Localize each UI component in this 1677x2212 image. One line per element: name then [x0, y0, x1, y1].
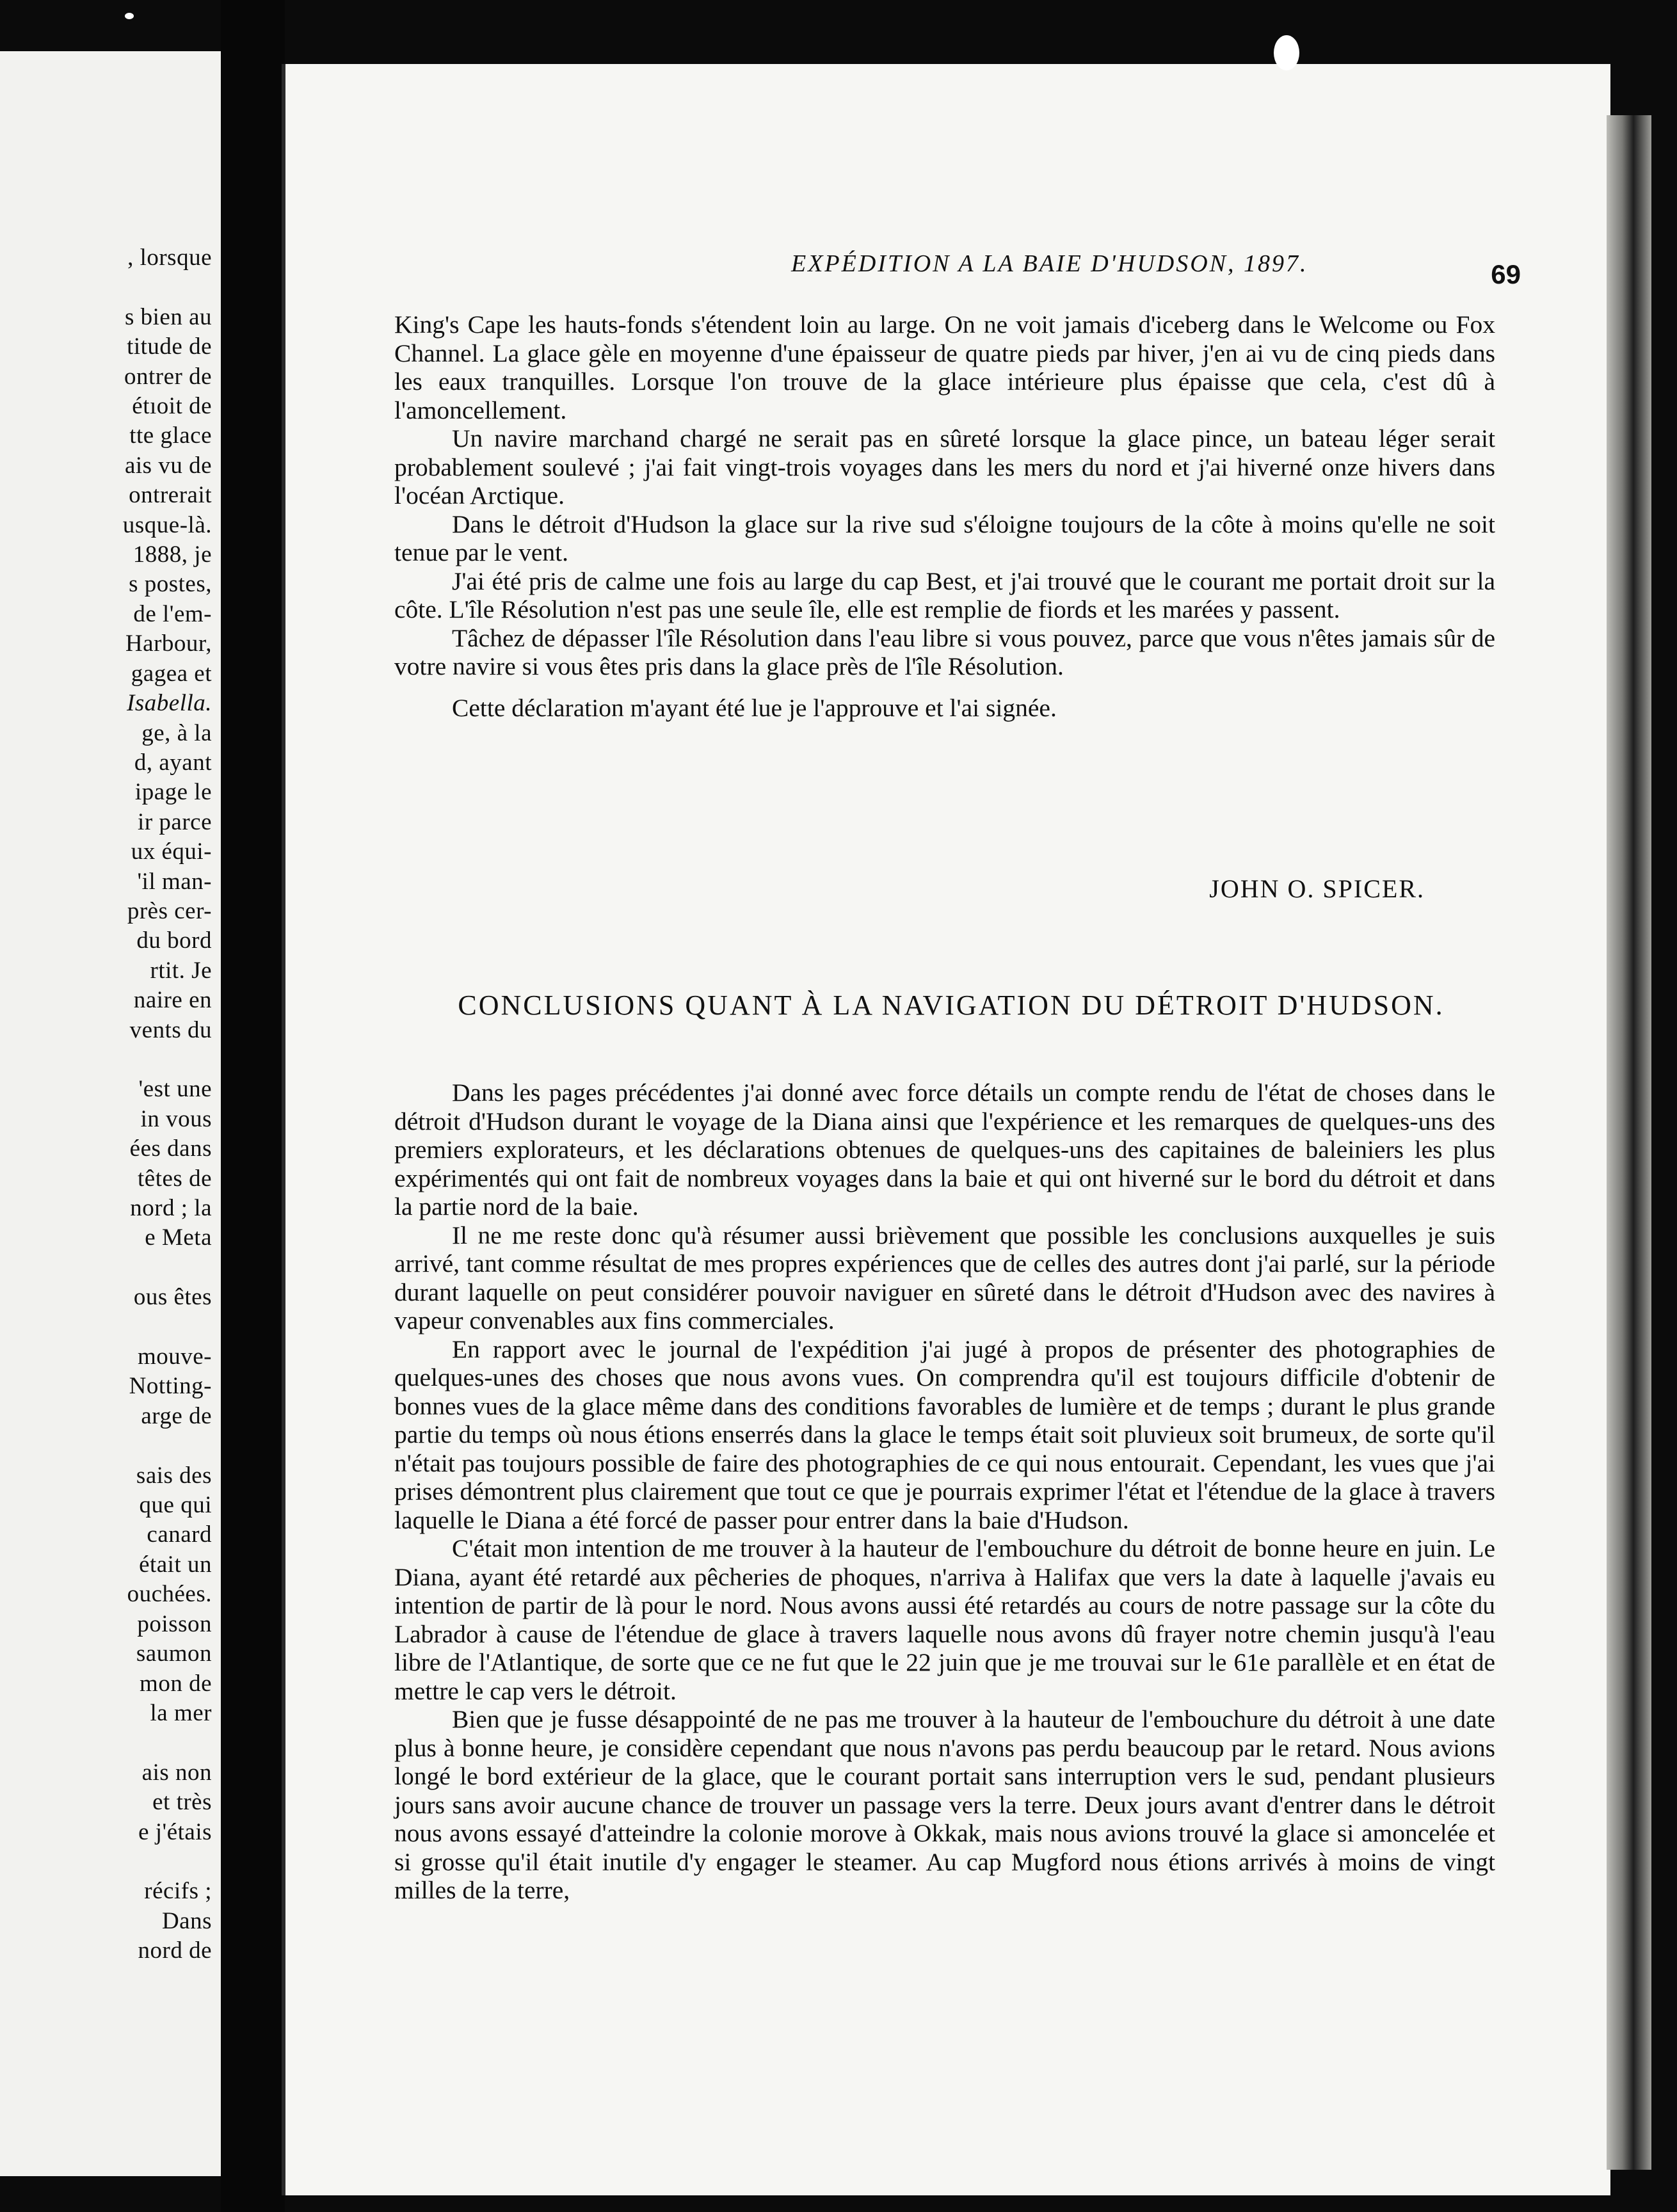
facing-page-line: ais vu de — [124, 452, 212, 479]
facing-page-line: 1888, je — [132, 541, 212, 568]
facing-page-line: , lorsque — [127, 244, 212, 271]
facing-page-line: Isabella. — [127, 690, 212, 717]
facing-page-line: mon de — [140, 1670, 212, 1697]
facing-page-line: sais des — [136, 1462, 212, 1489]
paragraph: Dans le détroit d'Hudson la glace sur la rive sud s'éloigne toujours de la côte à moins qu'elle ne soit tenue par le vent. — [394, 509, 1495, 566]
paragraph: Dans les pages précédentes j'ai donné avec force détails un compte rendu de l'état de choses dans le détroit d'Hudson durant le voyage de la Diana ainsi que l'expérience et les remarques de quelques-uns des premiers explorateurs, et les déclarations obtenues de quelques-uns des capitaines de baleiniers les plus expérimentés qui ont fait de nombreux voyages dans la baie et qui ont hiverné sur le bord du détroit et dans la partie nord de la baie. — [394, 1078, 1495, 1221]
facing-page-line: ux équi- — [131, 838, 212, 865]
facing-page-line: s bien au — [124, 303, 212, 330]
scan-speck — [125, 13, 134, 19]
facing-page-line: naire en — [133, 987, 212, 1014]
paragraph: Il ne me reste donc qu'à résumer aussi brièvement que possible les conclusions auxquelles je suis arrivé, tant comme résultat de mes propres expériences que de celles des autres dont j'ai parlé, sur la période durant laquelle on peut considérer pouvoir naviguer en sûreté dans le détroit d'Hudson avec des navires à vapeur convenables aux fins commerciales. — [394, 1221, 1495, 1334]
facing-page-line: Notting- — [129, 1373, 212, 1400]
facing-page-line: ir parce — [138, 808, 212, 835]
facing-page-line: d, ayant — [134, 749, 212, 776]
facing-page-line: Dans — [161, 1907, 212, 1934]
facing-page-line: Harbour, — [125, 630, 212, 657]
facing-page-line: ouchées. — [127, 1581, 212, 1608]
facing-page-line: ipage le — [134, 779, 212, 806]
facing-page-text — [1, 243, 212, 1966]
facing-page-line: s postes, — [129, 571, 212, 598]
running-title: EXPÉDITION A LA BAIE D'HUDSON, 1897. — [791, 250, 1308, 277]
facing-page-line: la mer — [150, 1699, 212, 1726]
facing-page-line: ées dans — [129, 1135, 212, 1162]
facing-page-line: nord ; la — [130, 1195, 212, 1221]
facing-page-line: 'il man- — [137, 868, 212, 895]
facing-page-line: saumon — [136, 1640, 212, 1667]
page-number: 69 — [1491, 259, 1521, 289]
facing-page-line: canard — [147, 1521, 212, 1548]
facing-page-line: rtit. Je — [150, 957, 212, 984]
facing-page-line: titude de — [127, 333, 212, 360]
facing-page-line: du bord — [136, 927, 212, 954]
paragraph: En rapport avec le journal de l'expédition j'ai jugé à propos de présenter des photographies de quelques-unes des choses que nous avons vues. On comprendra qu'il est toujours difficile d'obtenir de bonnes vues de la glace même dans des conditions favorables de lumière et de temps ; durant le plus grande partie du temps où nous étions enserrés dans la glace le temps était soit pluvieux soit brumeux, de sorte qu'il n'était pas toujours possible de faire des photographies de ce qui nous entourait. Cependant, les vues que j'ai prises démontrent plus clairement que tout ce que je pourrais exprimer l'état et l'étendue de la glace à travers laquelle le Diana a été forcé de passer pour entrer dans la baie d'Hudson. — [394, 1334, 1495, 1534]
facing-page — [0, 51, 221, 2176]
facing-page-line: in vous — [140, 1105, 212, 1132]
facing-page-line: têtes de — [138, 1165, 212, 1192]
facing-page-line: ontrer de — [124, 363, 212, 390]
page — [282, 64, 1610, 2195]
facing-page-line: ge, à la — [141, 719, 212, 746]
section-heading: CONCLUSIONS QUANT À LA NAVIGATION DU DÉTROIT D'HUDSON. — [458, 990, 1445, 1021]
facing-page-line: étıoit de — [132, 393, 212, 420]
facing-page-line — [1, 1431, 212, 1461]
facing-page-line: vents du — [129, 1016, 212, 1043]
paragraph: J'ai été pris de calme une fois au large du cap Best, et j'ai trouvé que le courant me portait droit sur la côte. L'île Résolution n'est pas une seule île, elle est remplie de fiords et les marées y passent. — [394, 566, 1495, 623]
facing-page-line: e j'étais — [138, 1818, 212, 1845]
facing-page-line: e Meta — [145, 1224, 212, 1251]
section-text — [394, 1078, 1495, 1905]
facing-page-line — [1, 1045, 212, 1075]
signature: JOHN O. SPICER. — [1209, 874, 1425, 903]
paragraph: C'était mon intention de me trouver à la hauteur de l'embouchure du détroit de bonne heure en juin. Le Diana, ayant été retardé aux pêcheries de phoques, n'arriva à Halifax que vers la date à laquelle j'avais eu intention de partir de là pour le nord. Nous avons aussi été retardés au cours de notre passage sur la côte du Labrador à cause de l'étendue de glace à travers laquelle nous avons dû frayer notre chemin jusqu'à l'eau libre de l'Atlantique, de sorte que ce ne fut que le 22 juin que je me trouvai sur le 61e parallèle et en état de mettre le cap vers le détroit. — [394, 1534, 1495, 1705]
paragraph: Un navire marchand chargé ne serait pas en sûreté lorsque la glace pince, un bateau léger serait probablement soulevé ; j'ai fait vingt-trois voyages dans les mers du nord et j'ai hiverné onze hivers dans l'océan Arctique. — [394, 424, 1495, 509]
paragraph: Cette déclaration m'ayant été lue je l'approuve et l'ai signée. — [452, 693, 1057, 722]
facing-page-line: ous êtes — [133, 1284, 212, 1311]
facing-page-line: ontrerait — [129, 482, 212, 509]
facing-page-line: était un — [139, 1551, 212, 1578]
paragraph: King's Cape les hauts-fonds s'étendent loin au large. On ne voit jamais d'iceberg dans le Welcome ou Fox Channel. La glace gèle en moyenne d'une épaisseur de quatre pieds par hiver, j'en ai vu de cinq pieds dans les eaux tranquilles. Lorsque l'on trouve de la glace intérieure plus épaisse que cela, c'est dû à l'amoncellement. — [394, 310, 1495, 424]
paragraph: Bien que je fusse désappointé de ne pas me trouver à la hauteur de l'embouchure du détroit à une date plus à bonne heure, je considère cependant que nous n'avons pas perdu beaucoup par le retard. Nous avions longé le bord extérieur de la glace, que le courant portait sans interruption vers le sud, pendant plusieurs jours sans avoir aucune chance de trouver un passage vers la terre. Deux jours avant d'entrer dans le détroit nous avons essayé d'atteindre la colonie morove à Okkak, mais nous avions trouvé la glace si amoncelée et si grosse qu'il était inutile d'y engager le steamer. Au cap Mugford nous étions arrivés à moins de vingt milles de la terre, — [394, 1705, 1495, 1904]
scan-speck — [1274, 35, 1299, 70]
facing-page-line: 'est une — [138, 1076, 212, 1103]
statement-text — [394, 310, 1495, 722]
running-head — [394, 186, 1521, 289]
facing-page-line: poisson — [137, 1610, 212, 1637]
facing-page-line: de l'em- — [133, 600, 212, 627]
facing-page-line: tte glace — [129, 422, 212, 449]
facing-page-line — [1, 1728, 212, 1758]
paragraph: Tâchez de dépasser l'île Résolution dans l'eau libre si vous pouvez, parce que vous n'êtes jamais sûr de votre navire si vous êtes pris dans la glace près de l'île Résolution. — [394, 623, 1495, 680]
facing-page-line: récifs ; — [144, 1878, 212, 1905]
facing-page-line — [1, 1253, 212, 1283]
facing-page-line: mouve- — [137, 1343, 212, 1370]
facing-page-line: que qui — [139, 1492, 212, 1519]
facing-page-line: nord de — [138, 1937, 212, 1964]
facing-page-line: près cer- — [127, 897, 212, 924]
facing-page-line — [1, 273, 212, 302]
facing-page-line: usque-là. — [122, 511, 212, 538]
facing-page-line — [1, 1847, 212, 1877]
facing-page-line: et très — [152, 1789, 212, 1816]
facing-page-line — [1, 1313, 212, 1342]
facing-page-line: arge de — [141, 1402, 212, 1429]
page-edge — [1607, 115, 1651, 2170]
facing-page-line: gagea et — [131, 660, 212, 687]
book-gutter — [221, 0, 285, 2212]
facing-page-line: ais non — [141, 1759, 212, 1786]
